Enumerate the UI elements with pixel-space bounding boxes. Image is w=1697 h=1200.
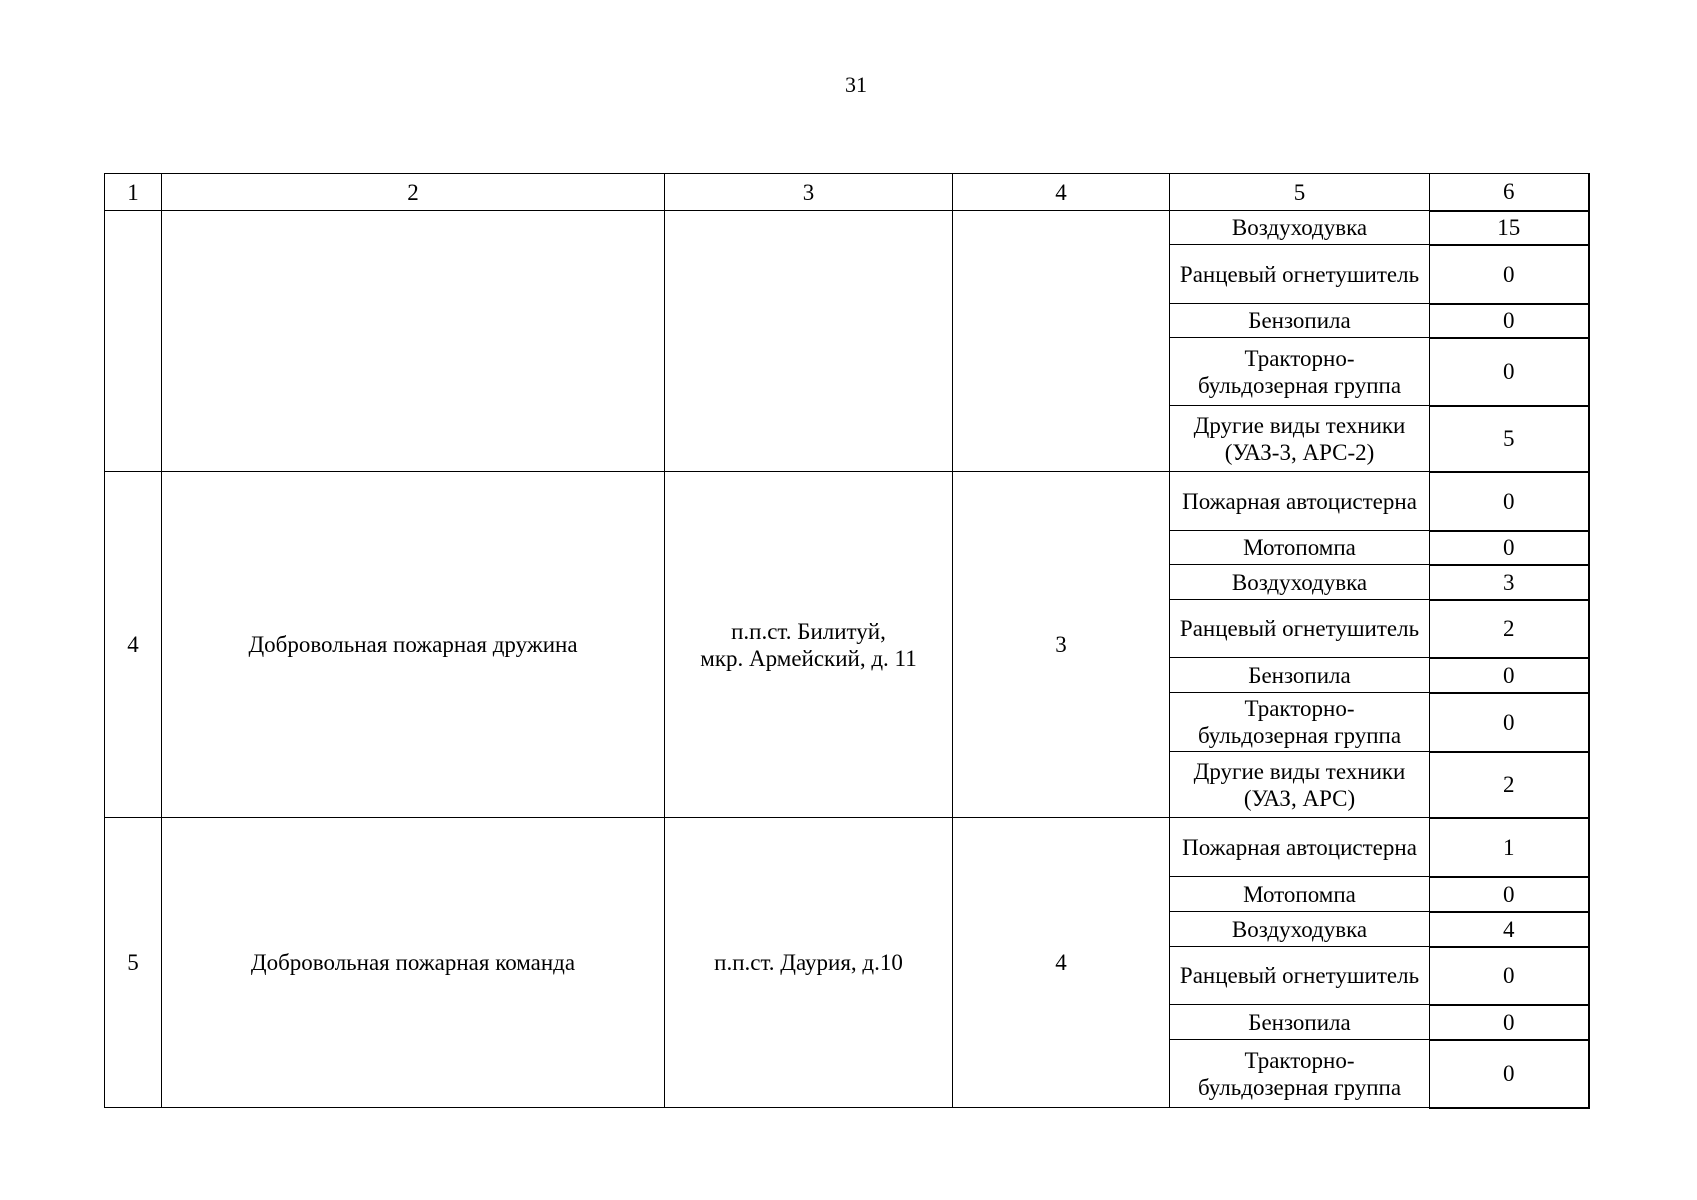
header-row	[105, 174, 1589, 211]
equipment-quantity-cell: 0	[1430, 947, 1589, 1005]
equipment-type-cell	[1170, 1040, 1430, 1108]
equipment-quantity-cell: 0	[1430, 1040, 1589, 1108]
equipment-type-label: Тракторно-бульдозерная группа	[1197, 1047, 1402, 1100]
equipment-type-label: Ранцевый огнетушитель	[1179, 261, 1420, 287]
unit-number-cell: 5	[105, 818, 162, 1108]
equipment-type-cell	[1170, 245, 1430, 304]
column-header-1: 1	[105, 174, 162, 211]
equipment-type-cell	[1170, 338, 1430, 406]
unit-address-cell: п.п.ст. Даурия, д.10	[665, 818, 953, 1108]
equipment-type-label: Тракторно-бульдозерная группа	[1197, 696, 1402, 748]
column-header-4: 4	[953, 174, 1170, 211]
equipment-type-label: Воздуходувка	[1231, 569, 1368, 595]
column-header-3: 3	[665, 174, 953, 211]
equipment-quantity-cell: 0	[1430, 245, 1589, 304]
equipment-quantity-cell: 0	[1430, 531, 1589, 565]
equipment-type-label: Пожарная автоцистерна	[1182, 834, 1417, 860]
equipment-type-label: Другие виды техники (УАЗ-3, АРС-2)	[1193, 412, 1406, 465]
equipment-type-cell	[1170, 693, 1430, 752]
equipment-quantity-cell: 5	[1430, 406, 1589, 472]
equipment-quantity-cell: 2	[1430, 752, 1589, 818]
table-row	[105, 818, 1589, 877]
equipment-type-cell	[1170, 947, 1430, 1005]
equipment-quantity-cell: 0	[1430, 338, 1589, 406]
unit-number-cell	[105, 211, 162, 472]
equipment-type-label: Пожарная автоцистерна	[1182, 488, 1417, 514]
equipment-type-label: Тракторно-бульдозерная группа	[1197, 345, 1402, 398]
equipment-type-cell	[1170, 211, 1430, 245]
equipment-type-label: Мотопомпа	[1243, 535, 1356, 560]
unit-number-cell: 4	[105, 472, 162, 818]
equipment-type-label: Ранцевый огнетушитель	[1179, 963, 1420, 988]
unit-name-cell: Добровольная пожарная дружина	[162, 472, 665, 818]
equipment-type-cell	[1170, 1005, 1430, 1040]
unit-address-cell	[665, 211, 953, 472]
unit-name-cell	[162, 211, 665, 472]
equipment-type-label: Бензопила	[1248, 1009, 1351, 1035]
equipment-type-cell	[1170, 752, 1430, 818]
equipment-quantity-cell: 0	[1430, 472, 1589, 531]
equipment-type-cell	[1170, 658, 1430, 693]
equipment-quantity-cell: 1	[1430, 818, 1589, 877]
equipment-type-label: Бензопила	[1248, 308, 1351, 333]
equipment-type-cell	[1170, 600, 1430, 658]
unit-address-cell: п.п.ст. Билитуй, мкр. Армейский, д. 11	[665, 472, 953, 818]
unit-name-cell: Добровольная пожарная команда	[162, 818, 665, 1108]
equipment-type-cell	[1170, 818, 1430, 877]
equipment-type-cell	[1170, 565, 1430, 600]
equipment-type-label: Другие виды техники (УАЗ, АРС)	[1193, 758, 1406, 811]
equipment-type-cell	[1170, 406, 1430, 472]
column-header-6: 6	[1430, 174, 1589, 211]
equipment-type-cell	[1170, 304, 1430, 338]
equipment-quantity-cell: 4	[1430, 912, 1589, 947]
equipment-quantity-cell: 0	[1430, 877, 1589, 912]
equipment-type-cell	[1170, 472, 1430, 531]
staff-count-cell: 3	[953, 472, 1170, 818]
table-row	[105, 472, 1589, 531]
table-row	[105, 211, 1589, 245]
equipment-quantity-cell: 15	[1430, 211, 1589, 245]
equipment-quantity-cell: 0	[1430, 658, 1589, 693]
equipment-type-label: Воздуходувка	[1231, 215, 1368, 240]
equipment-quantity-cell: 0	[1430, 1005, 1589, 1040]
equipment-type-label: Воздуходувка	[1231, 916, 1368, 942]
equipment-type-label: Мотопомпа	[1243, 881, 1356, 907]
equipment-type-label: Бензопила	[1248, 662, 1351, 688]
column-header-2: 2	[162, 174, 665, 211]
column-header-5: 5	[1170, 174, 1430, 211]
equipment-type-cell	[1170, 531, 1430, 565]
equipment-quantity-cell: 0	[1430, 693, 1589, 752]
equipment-quantity-cell: 0	[1430, 304, 1589, 338]
staff-count-cell	[953, 211, 1170, 472]
equipment-quantity-cell: 3	[1430, 565, 1589, 600]
equipment-type-cell	[1170, 877, 1430, 912]
equipment-type-cell	[1170, 912, 1430, 947]
equipment-quantity-cell: 2	[1430, 600, 1589, 658]
page-number: 31	[845, 72, 867, 97]
staff-count-cell: 4	[953, 818, 1170, 1108]
equipment-type-label: Ранцевый огнетушитель	[1179, 616, 1420, 641]
data-table	[104, 173, 1590, 1109]
